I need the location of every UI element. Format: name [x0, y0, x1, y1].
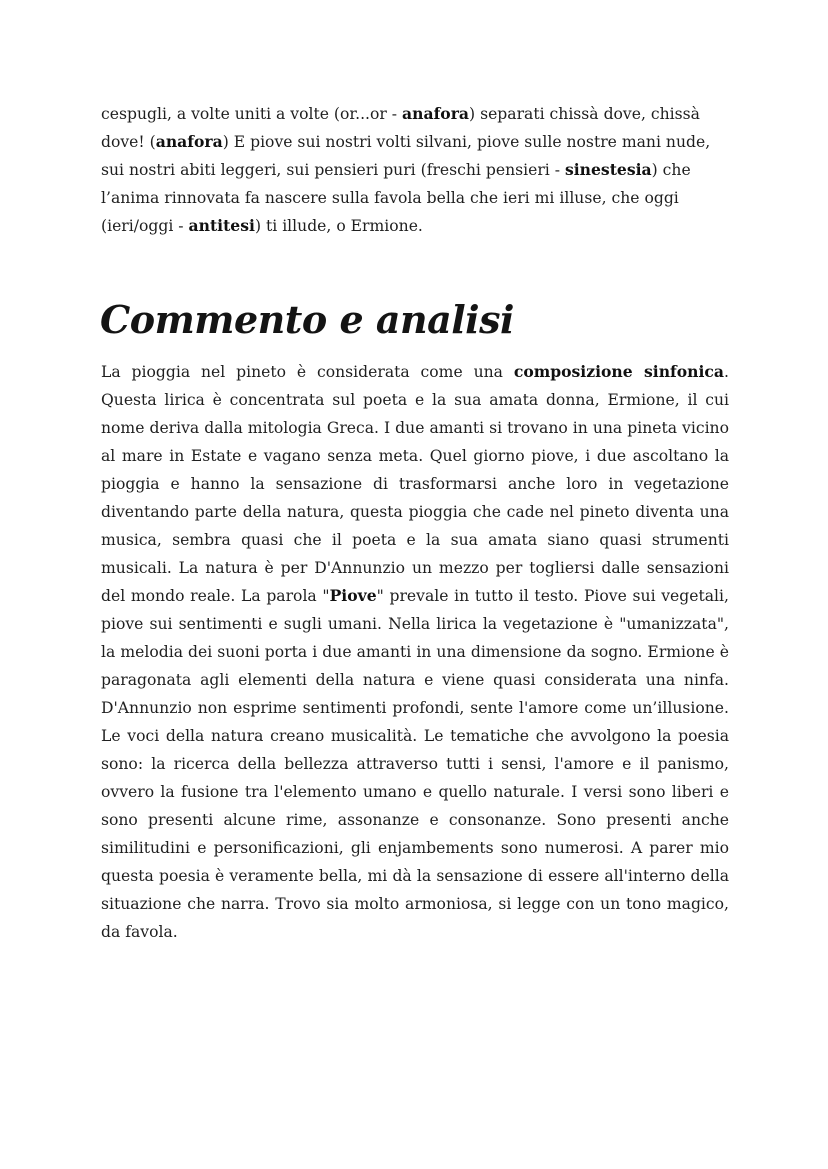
analysis-paragraph — [101, 358, 729, 946]
text-run: ) che l’anima rinnovata fa nascere sulla favola bella che ieri mi illuse, che oggi (ieri/oggi - — [101, 161, 691, 235]
bold-term: composizione sinfonica — [513, 362, 725, 381]
text-run: ) E piove sui nostri volti silvani, piove sulle nostre mani nude, sui nostri abiti leggeri, sui pensieri puri (freschi pensieri - — [101, 133, 711, 179]
figure-of-speech-sinestesia: sinestesia — [564, 160, 652, 179]
text-run: La pioggia nel pineto è considerata come una — [101, 363, 514, 381]
text-run: ) separati chissà dove, chissà dove! ( — [101, 105, 700, 151]
intro-paragraph — [101, 100, 729, 240]
bold-term: Piove — [329, 586, 377, 605]
text-run: " prevale in tutto il testo. Piove sui vegetali, piove sui sentimenti e sugli umani. Nella lirica la vegetazione è "umanizzata", la melodia dei suoni porta i due amanti in una dimensione da sogno. Ermione è paragonata agli elementi della natura e viene quasi considerata una ninfa. D'Annunzio non esprime sentimenti profondi, sente l'amore come un’illusione. Le voci della natura creano musicalità. Le tematiche che avvolgono la poesia sono: la ricerca della bellezza attraverso tutti i sensi, l'amore e il panismo, ovvero la fusione tra l'elemento umano e quello naturale. I versi sono liberi e sono presenti alcune rime, assonanze e consonanze. Sono presenti anche similitudini e personificazioni, gli enjambements sono numerosi. A parer mio questa poesia è veramente bella, mi dà la sensazione di essere all'interno della situazione che narra. Trovo sia molto armoniosa, si legge con un tono magico, da favola. — [101, 587, 729, 941]
text-run: cespugli, a volte uniti a volte (or...or - — [101, 105, 403, 123]
figure-of-speech-anafora: anafora — [402, 104, 470, 123]
figure-of-speech-anafora: anafora — [155, 132, 223, 151]
figure-of-speech-antitesi: antitesi — [188, 216, 255, 235]
text-run: . Questa lirica è concentrata sul poeta e la sua amata donna, Ermione, il cui nome deriva dalla mitologia Greca. I due amanti si trovano in una pineta vicino al mare in Estate e vagano senza meta. Quel giorno piove, i due ascoltano la pioggia e hanno la sensazione di trasformarsi anche loro in vegetazione diventando parte della natura, questa pioggia che cade nel pineto diventa una musica, sembra quasi che il poeta e la sua amata siano quasi strumenti musicali. La natura è per D'Annunzio un mezzo per togliersi dalle sensazioni del mondo reale. La parola " — [101, 363, 729, 605]
section-heading: Commento e analisi — [100, 297, 514, 342]
text-run: ) ti illude, o Ermione. — [254, 217, 423, 235]
